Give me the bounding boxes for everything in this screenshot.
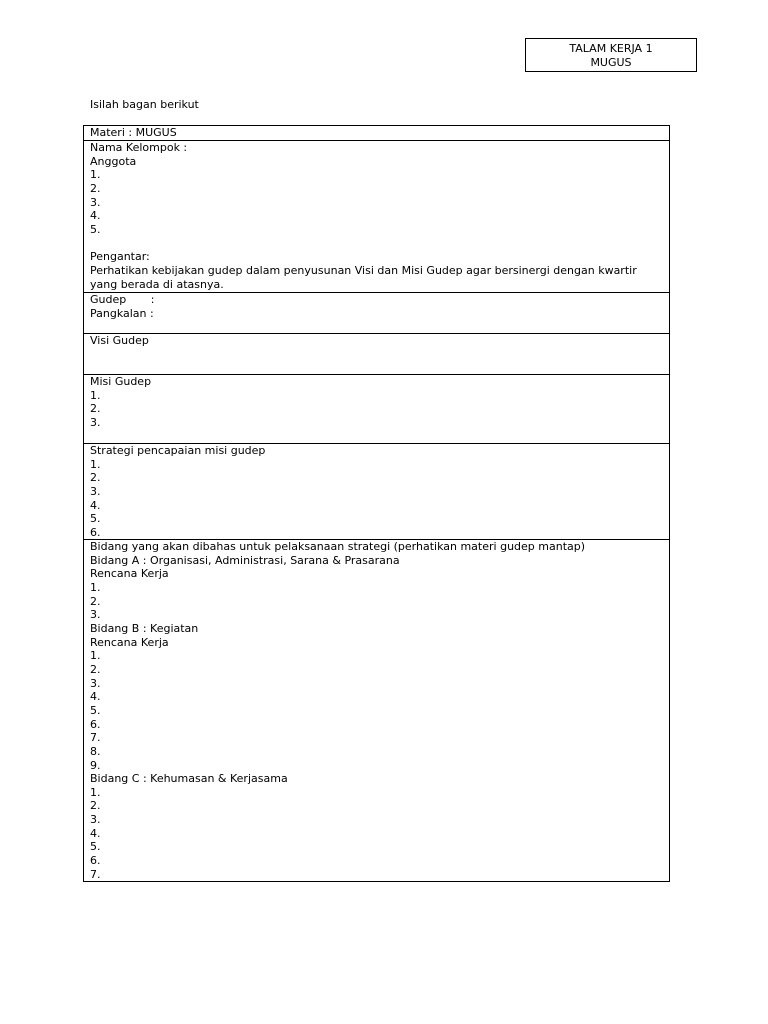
- instruction-text: Isilah bagan berikut: [90, 98, 199, 111]
- bidang-section: [84, 539, 669, 881]
- pangkalan-label: Pangkalan :: [90, 306, 154, 320]
- list-item: 3.: [90, 608, 101, 622]
- worksheet-title-box: [525, 38, 697, 72]
- list-item: 3.: [90, 195, 101, 209]
- visi-label: Visi Gudep: [90, 334, 149, 347]
- worksheet-title: TALAM KERJA 1: [569, 42, 653, 55]
- list-item: 1.: [90, 649, 101, 663]
- bidang-b-title: Bidang B : Kegiatan: [90, 621, 199, 635]
- strategi-section: [84, 443, 669, 539]
- list-item: 1.: [90, 580, 101, 594]
- kelompok-title: Nama Kelompok :: [90, 141, 188, 154]
- gudep-section: [84, 292, 669, 333]
- list-item: 5.: [90, 222, 101, 236]
- list-item: 5.: [90, 512, 101, 526]
- list-item: 6.: [90, 525, 101, 539]
- list-item: 3.: [90, 484, 101, 498]
- visi-section: [84, 333, 669, 374]
- list-item: 2.: [90, 181, 101, 195]
- worksheet-subtitle: MUGUS: [590, 56, 632, 69]
- materi-label: Materi : MUGUS: [90, 126, 177, 139]
- strategi-label: Strategi pencapaian misi gudep: [90, 444, 266, 457]
- misi-section: [84, 374, 669, 443]
- pengantar-text: Perhatikan kebijakan gudep dalam penyusunan Visi dan Misi Gudep agar bersinergi dengan kwartir yang berada di atasnya.: [90, 263, 637, 291]
- list-item: 2.: [90, 402, 101, 416]
- list-item: 4.: [90, 690, 101, 704]
- list-item: 9.: [90, 758, 101, 772]
- list-item: 2.: [90, 594, 101, 608]
- list-item: 1.: [90, 388, 101, 402]
- blank-line: [90, 237, 663, 251]
- misi-label: Misi Gudep: [90, 375, 152, 388]
- worksheet-table: [83, 125, 670, 882]
- bidang-intro: Bidang yang akan dibahas untuk pelaksanaan strategi (perhatikan materi gudep mantap): [90, 540, 586, 553]
- list-item: 7.: [90, 731, 101, 745]
- list-item: 4.: [90, 209, 101, 223]
- list-item: 7.: [90, 867, 101, 881]
- list-item: 2.: [90, 471, 101, 485]
- list-item: 8.: [90, 744, 101, 758]
- list-item: 2.: [90, 799, 101, 813]
- anggota-label: Anggota: [90, 154, 137, 168]
- bidang-a-title: Bidang A : Organisasi, Administrasi, Sarana & Prasarana: [90, 553, 400, 567]
- list-item: 1.: [90, 168, 101, 182]
- pengantar-label: Pengantar:: [90, 250, 150, 264]
- list-item: 6.: [90, 854, 101, 868]
- list-item: 1.: [90, 457, 101, 471]
- bidang-b-rencana-label: Rencana Kerja: [90, 635, 169, 649]
- list-item: 3.: [90, 813, 101, 827]
- list-item: 5.: [90, 840, 101, 854]
- list-item: 4.: [90, 826, 101, 840]
- list-item: 6.: [90, 717, 101, 731]
- list-item: 3.: [90, 676, 101, 690]
- list-item: 5.: [90, 703, 101, 717]
- kelompok-section: [84, 140, 669, 292]
- bidang-a-rencana-label: Rencana Kerja: [90, 567, 169, 581]
- list-item: 4.: [90, 498, 101, 512]
- gudep-label: Gudep :: [90, 293, 155, 306]
- bidang-c-title: Bidang C : Kehumasan & Kerjasama: [90, 772, 288, 786]
- list-item: 3.: [90, 415, 101, 429]
- materi-row: [84, 126, 669, 140]
- list-item: 1.: [90, 785, 101, 799]
- list-item: 2.: [90, 662, 101, 676]
